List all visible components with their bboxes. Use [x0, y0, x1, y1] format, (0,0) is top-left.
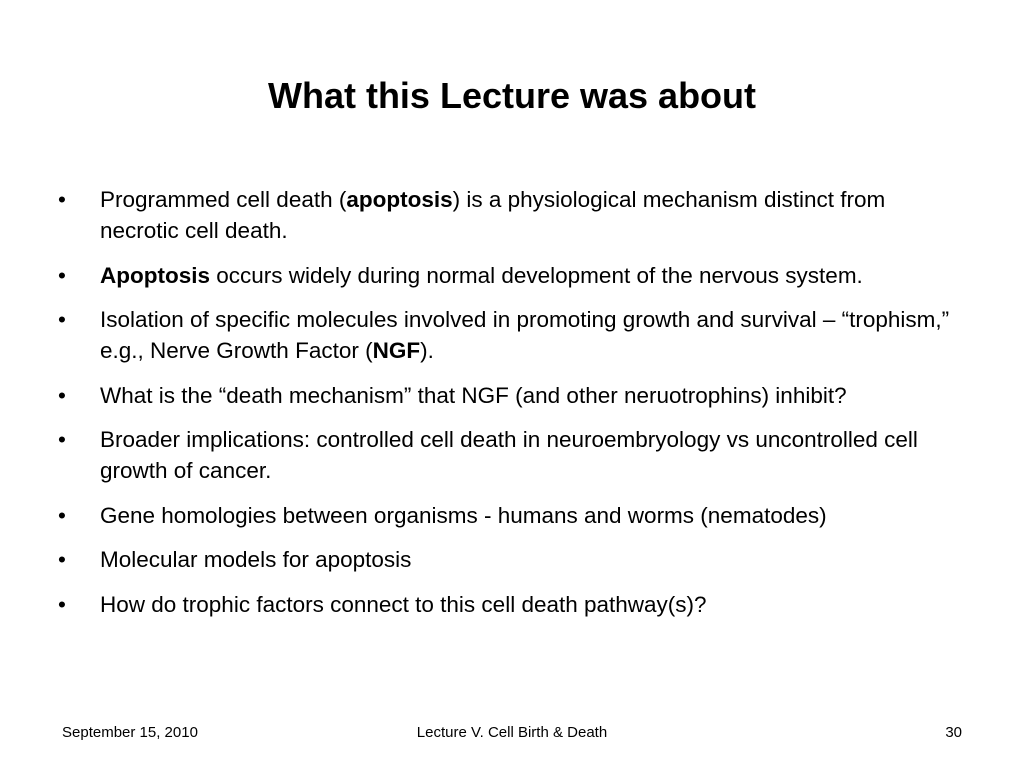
text-run: Gene homologies between organisms - humans and worms (nematodes)	[100, 502, 827, 528]
footer-date: September 15, 2010	[62, 724, 198, 741]
bullet-text	[100, 500, 958, 531]
bullet-marker: •	[58, 382, 66, 408]
bullet-item	[58, 184, 958, 246]
text-run: occurs widely during normal development of the nervous system.	[210, 262, 863, 288]
bullet-text	[100, 184, 958, 246]
bullet-text	[100, 544, 958, 575]
bullet-text	[100, 260, 958, 291]
text-run: ) is a physiological mechanism distinct from necrotic cell death.	[100, 187, 886, 243]
slide-title: What this Lecture was about	[267, 75, 757, 116]
bold-term: apoptosis	[346, 187, 453, 212]
bullet-list	[58, 184, 958, 633]
bullet-marker: •	[58, 547, 66, 572]
text-run: How do trophic factors connect to this cell death pathway(s)?	[100, 591, 707, 617]
bullet-marker: •	[58, 502, 66, 528]
text-run: Isolation of specific molecules involved in promoting growth and survival – “trophism,” e.g., Nerve Growth Factor (	[100, 307, 950, 363]
text-run: What is the “death mechanism” that NGF (and other neruotrophins) inhibit?	[100, 382, 847, 408]
bullet-item	[58, 304, 958, 366]
bullet-item	[58, 544, 958, 575]
text-run: Molecular models for apoptosis	[100, 547, 412, 572]
bold-term: NGF	[372, 338, 421, 363]
bullet-marker: •	[58, 591, 66, 617]
bullet-item	[58, 589, 958, 620]
bullet-marker: •	[58, 427, 66, 452]
bullet-text	[100, 304, 958, 366]
bullet-marker: •	[58, 307, 66, 332]
footer-lecture-title: Lecture V. Cell Birth & Death	[416, 724, 608, 741]
bullet-text	[100, 380, 958, 411]
text-run: ).	[420, 338, 434, 363]
bullet-item	[58, 500, 958, 531]
text-run: Broader implications: controlled cell death in neuroembryology vs uncontrolled cell growth of cancer.	[100, 427, 918, 483]
bold-term: Apoptosis	[100, 262, 210, 288]
bullet-item	[58, 424, 958, 486]
bullet-text	[100, 424, 958, 486]
bullet-text	[100, 589, 958, 620]
footer-page-number: 30	[945, 724, 962, 741]
bullet-item	[58, 380, 958, 411]
bullet-item	[58, 260, 958, 291]
text-run: Programmed cell death (	[100, 187, 347, 212]
bullet-marker: •	[58, 262, 66, 288]
bullet-marker: •	[58, 187, 66, 212]
